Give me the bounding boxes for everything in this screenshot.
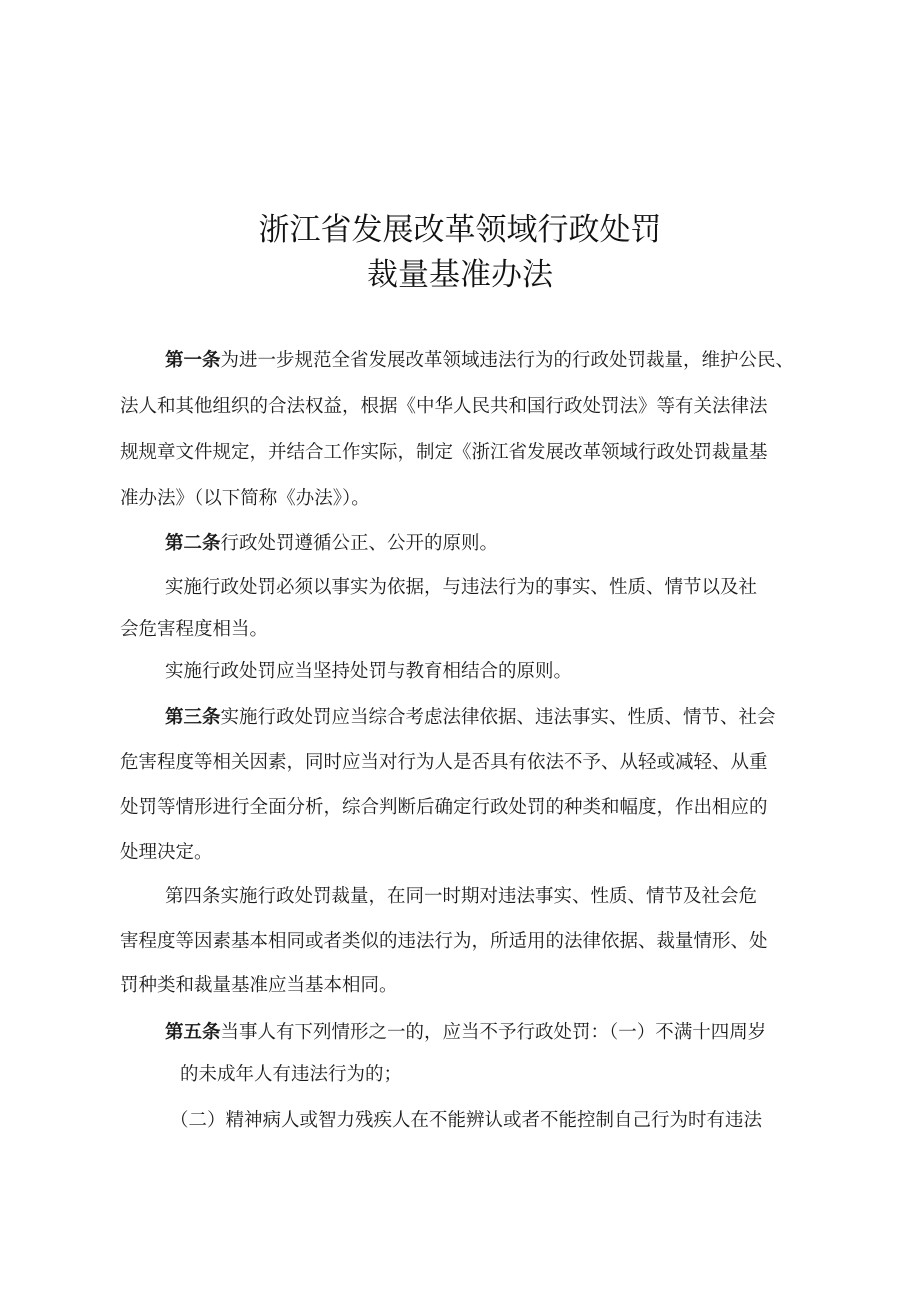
article-3-line-3: 处罚等情形进行全面分析，综合判断后确定行政处罚的种类和幅度，作出相应的	[120, 797, 768, 818]
article-3-text-1: 实施行政处罚应当综合考虑法律依据、违法事实、性质、情节、社会	[220, 707, 776, 728]
article-2-para-3-line-1: 实施行政处罚应当坚持处罚与教育相结合的原则。	[165, 661, 573, 682]
article-5-line-3: （二）精神病人或智力残疾人在不能辨认或者不能控制自己行为时有违法	[170, 1110, 763, 1131]
article-1-label: 第一条	[165, 350, 221, 371]
article-1-line-2: 法人和其他组织的合法权益，根据《中华人民共和国行政处罚法》等有关法律法	[120, 396, 768, 417]
article-4-line-2: 害程度等因素基本相同或者类似的违法行为，所适用的法律依据、裁量情形、处	[120, 931, 768, 952]
article-1-line-1	[165, 348, 794, 374]
article-1-line-3: 规规章文件规定，并结合工作实际，制定《浙江省发展改革领域行政处罚裁量基	[120, 442, 768, 463]
document-title-line-1: 浙江省发展改革领域行政处罚	[258, 212, 662, 248]
article-5-label: 第五条	[165, 1022, 221, 1043]
article-4-line-3: 罚种类和裁量基准应当基本相同。	[120, 975, 398, 996]
article-1-line-4: 准办法》（以下简称《办法》）。	[120, 488, 370, 509]
article-4-line-1: 第四条实施行政处罚裁量，在同一时期对违法事实、性质、情节及社会危	[165, 886, 758, 907]
document-title-line-2: 裁量基准办法	[367, 257, 553, 293]
article-2-line-1	[165, 531, 498, 557]
article-3-line-4: 处理决定。	[120, 842, 213, 863]
article-2-text-1: 行政处罚遵循公正、公开的原则。	[220, 533, 499, 554]
article-2-label: 第二条	[165, 533, 221, 554]
article-5-text-1: 当事人有下列情形之一的，应当不予行政处罚：（一）不满十四周岁	[220, 1022, 767, 1043]
article-2-para-2-line-1: 实施行政处罚必须以事实为依据，与违法行为的事实、性质、情节以及社	[165, 577, 758, 598]
article-3-line-2: 危害程度等相关因素，同时应当对行为人是否具有依法不予、从轻或减轻、从重	[120, 752, 768, 773]
article-5-line-2: 的未成年人有违法行为的；	[180, 1064, 403, 1085]
article-2-para-2-line-2: 会危害程度相当。	[120, 619, 269, 640]
article-3-label: 第三条	[165, 707, 221, 728]
article-3-line-1	[165, 705, 776, 731]
article-5-line-1	[165, 1020, 766, 1046]
article-1-text-1: 为进一步规范全省发展改革领域违法行为的行政处罚裁量，维护公民、	[220, 350, 795, 371]
